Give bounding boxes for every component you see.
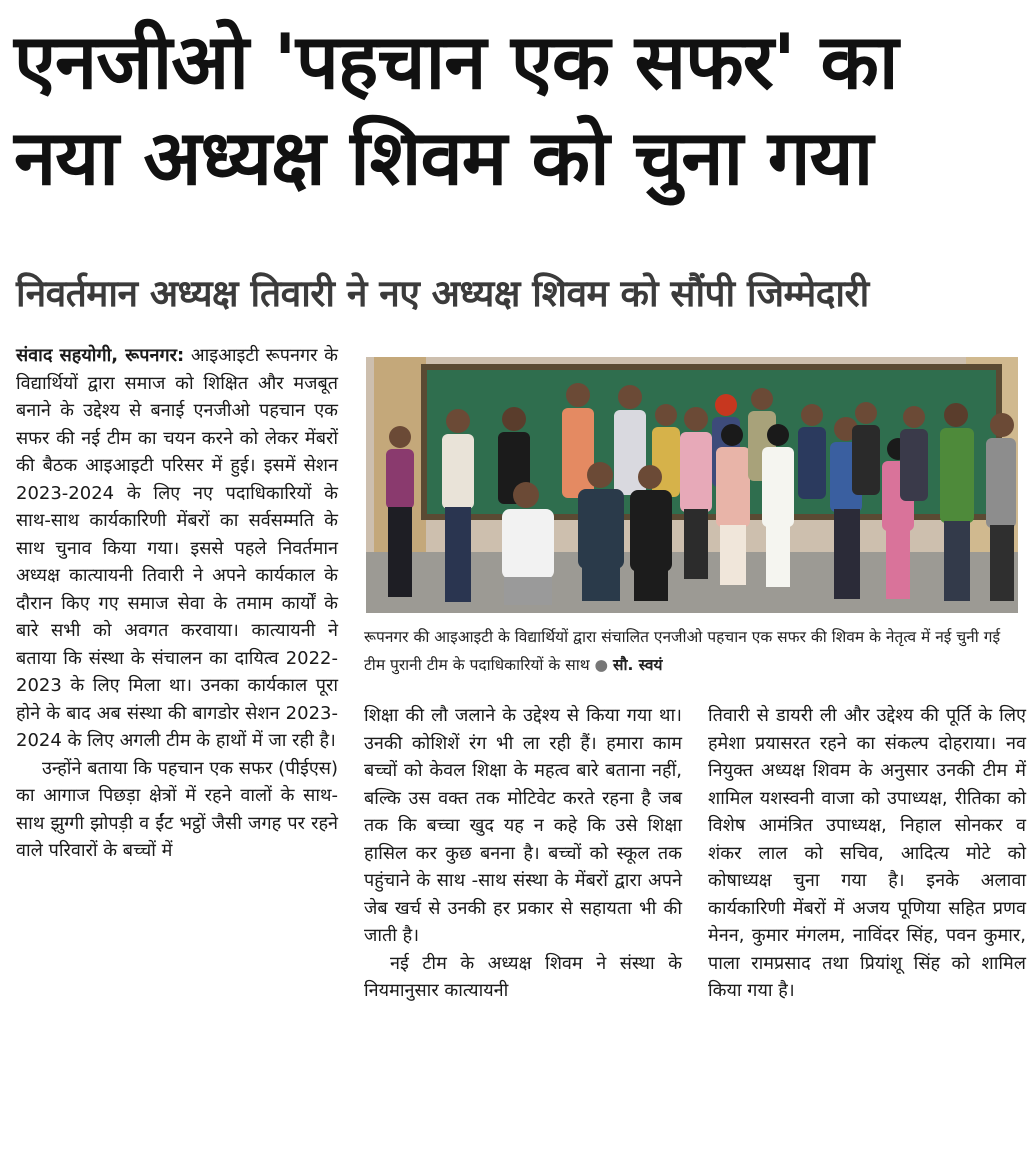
bullet-icon: ● <box>594 656 609 674</box>
person <box>940 403 974 601</box>
caption-text: रूपनगर की आइआइटी के विद्यार्थियों द्वारा संचालित एनजीओ पहचान एक सफर की शिवम के नेतृत्व में नई चुनी गई टीम पुरानी टीम के पदाधिकारियों के साथ <box>364 628 1001 674</box>
group-photo-illustration <box>366 357 1018 613</box>
byline: संवाद सहयोगी, रूपनगर: <box>16 345 185 366</box>
person <box>716 424 750 585</box>
person <box>986 413 1016 601</box>
headline-line-1: एनजीओ 'पहचान एक सफर' का <box>14 17 898 106</box>
person <box>900 406 928 501</box>
article-column-3 <box>708 702 1026 1005</box>
photo-credit: सौ. स्वयं <box>613 656 663 674</box>
news-photo <box>366 357 1018 613</box>
headline-line-2: नया अध्यक्ष शिवम को चुना गया <box>14 113 873 202</box>
subheadline: निवर्तमान अध्यक्ष तिवारी ने नए अध्यक्ष शिवम को सौंपी जिम्मेदारी <box>16 272 869 315</box>
article-paragraph: शिक्षा की लौ जलाने के उद्देश्य से किया गया था। उनकी कोशिशें रंग भी ला रही हैं। हमारा काम बच्चों को केवल शिक्षा के महत्व बारे बताना नहीं, बल्कि उस वक्त तक मोटिवेट करते रहना है जब तक कि बच्चा खुद यह न कहे कि उसे शिक्षा हासिल कर कुछ बनना है। बच्चों को स्कूल तक पहुंचाने के साथ -साथ संस्था के मेंबरों द्वारा अपने जेब खर्च से उनकी हर प्रकार से सहायता भी की जाती है। <box>364 705 682 946</box>
person <box>798 404 826 499</box>
article-paragraph: तिवारी से डायरी ली और उद्देश्य की पूर्ति के लिए हमेशा प्रयासरत रहने का संकल्प दोहराया। नव नियुक्त अध्यक्ष शिवम के अनुसार उनकी टीम में शामिल यशस्वनी वाजा को उपाध्यक्ष, रीतिका को विशेष आमंत्रित उपाध्यक्ष, निहाल सोनकर व शंकर लाल को सचिव, आदित्य मोटे को कोषाध्यक्ष चुना गया है। इनके अलावा कार्यकारिणी मेंबरों में अजय पूणिया सहित प्रणव मेनन, कुमार मंगलम, नाविंदर सिंह, पवन कुमार, पाला रामप्रसाद तथा प्रियांशू सिंह को शामिल किया गया है। <box>708 705 1026 1001</box>
article-paragraph: उन्होंने बताया कि पहचान एक सफर (पीईएस) का आगाज पिछड़ा क्षेत्रों में रहने वालों के साथ-साथ झुग्गी झोपड़ी व ईंट भट्ठों जैसी जगह पर रहने वाले परिवारों के बच्चों में <box>16 757 338 861</box>
person <box>386 426 414 597</box>
person <box>680 407 712 579</box>
person <box>762 424 794 587</box>
headline <box>14 14 1024 206</box>
person <box>442 409 474 602</box>
person <box>852 402 880 495</box>
article-column-1 <box>16 342 338 865</box>
article-paragraph: नई टीम के अध्यक्ष शिवम ने संस्था के नियमानुसार कात्यायनी <box>364 952 682 1001</box>
article-column-2 <box>364 702 682 1005</box>
article-text: आइआइटी रूपनगर के विद्यार्थियों द्वारा समाज को शिक्षित और मजबूत बनाने के उद्देश्य से बनाई एनजीओ पहचान एक सफर की नई टीम का चयन करने को लेकर मेंबरों की बैठक आइआइटी परिसर में हुई। इसमें सेशन 2023-2024 के लिए नए पदाधिकारियों के साथ-साथ कार्यकारिणी मेंबरों का सर्वसम्मति के साथ चुनाव किया गया। इससे पहले निवर्तमान अध्यक्ष कात्यायनी तिवारी ने अपने कार्यकाल के दौरान किए गए समाज सेवा के तमाम कार्यों के बारे सभी को अवगत करवाया। कात्यायनी ने बताया कि संस्था के संचालन का दायित्व 2022-2023 के लिए मिला था। उनका कार्यकाल पूरा होने के बाद अब संस्था की बागडोर सेशन 2023-2024 के लिए अगली टीम के हाथों में जा रही है। <box>16 345 338 751</box>
photo-caption <box>364 623 1024 679</box>
article-paragraph <box>16 342 338 755</box>
